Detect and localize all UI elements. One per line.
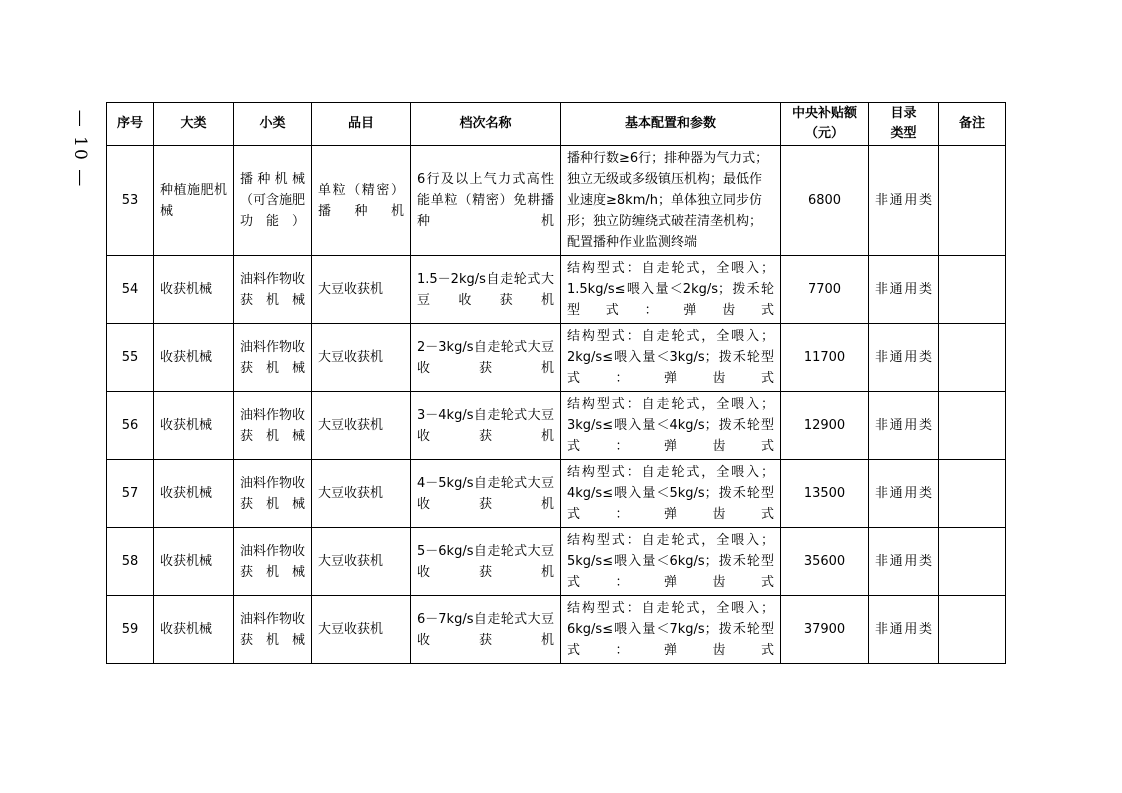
cell-item: 大豆收获机: [312, 460, 411, 528]
cell-params: 结构型式：自走轮式，全喂入；4kg/s≤喂入量＜5kg/s；拨禾轮型式：弹齿式: [561, 460, 781, 528]
cell-remark: [939, 256, 1006, 324]
header-subsidy-line2: （元）: [804, 126, 844, 141]
cell-remark: [939, 392, 1006, 460]
cell-type: 非通用类: [869, 528, 939, 596]
cell-type: 非通用类: [869, 392, 939, 460]
cell-type: 非通用类: [869, 324, 939, 392]
cell-type: 非通用类: [869, 256, 939, 324]
cell-no: 53: [107, 146, 154, 256]
cell-type: 非通用类: [869, 596, 939, 664]
cell-subsidy: 35600: [781, 528, 869, 596]
cell-subcategory: 油料作物收获机械: [234, 392, 312, 460]
cell-category: 收获机械: [154, 324, 234, 392]
cell-subcategory: 油料作物收获机械: [234, 256, 312, 324]
cell-params: 播种行数≥6行；排种器为气力式；独立无级或多级镇压机构；最低作业速度≥8km/h；单体独立同步仿形；独立防缠绕式破茬清垄机构；配置播种作业监测终端: [561, 146, 781, 256]
header-type-line2: 类型: [890, 126, 917, 141]
header-category: 大类: [154, 103, 234, 146]
cell-subcategory: 油料作物收获机械: [234, 528, 312, 596]
cell-remark: [939, 460, 1006, 528]
cell-remark: [939, 596, 1006, 664]
cell-grade: 6－7kg/s自走轮式大豆收获机: [411, 596, 561, 664]
table-row: [107, 596, 1006, 664]
cell-grade: 6行及以上气力式高性能单粒（精密）免耕播种机: [411, 146, 561, 256]
cell-subsidy: 11700: [781, 324, 869, 392]
cell-category: 收获机械: [154, 392, 234, 460]
cell-params: 结构型式：自走轮式，全喂入；3kg/s≤喂入量＜4kg/s；拨禾轮型式：弹齿式: [561, 392, 781, 460]
cell-remark: [939, 528, 1006, 596]
header-type-line1: 目录: [890, 106, 917, 121]
cell-item: 大豆收获机: [312, 528, 411, 596]
cell-grade: 4－5kg/s自走轮式大豆收获机: [411, 460, 561, 528]
cell-grade: 3－4kg/s自走轮式大豆收获机: [411, 392, 561, 460]
cell-subcategory: 播种机械（可含施肥功能）: [234, 146, 312, 256]
cell-no: 58: [107, 528, 154, 596]
cell-item: 大豆收获机: [312, 596, 411, 664]
cell-subcategory: 油料作物收获机械: [234, 460, 312, 528]
header-item: 品目: [312, 103, 411, 146]
cell-item: 大豆收获机: [312, 324, 411, 392]
cell-subsidy: 12900: [781, 392, 869, 460]
cell-grade: 5－6kg/s自走轮式大豆收获机: [411, 528, 561, 596]
cell-no: 55: [107, 324, 154, 392]
cell-params: 结构型式：自走轮式，全喂入；5kg/s≤喂入量＜6kg/s；拨禾轮型式：弹齿式: [561, 528, 781, 596]
table-row: [107, 256, 1006, 324]
cell-no: 54: [107, 256, 154, 324]
cell-item: 单粒（精密）播种机: [312, 146, 411, 256]
cell-params: 结构型式：自走轮式，全喂入；1.5kg/s≤喂入量＜2kg/s；拨禾轮型式：弹齿式: [561, 256, 781, 324]
cell-subsidy: 7700: [781, 256, 869, 324]
header-params: 基本配置和参数: [561, 103, 781, 146]
header-type: [869, 103, 939, 146]
cell-subcategory: 油料作物收获机械: [234, 324, 312, 392]
table-row: [107, 392, 1006, 460]
cell-category: 种植施肥机械: [154, 146, 234, 256]
cell-subsidy: 37900: [781, 596, 869, 664]
cell-no: 59: [107, 596, 154, 664]
cell-item: 大豆收获机: [312, 392, 411, 460]
cell-no: 57: [107, 460, 154, 528]
cell-params: 结构型式：自走轮式，全喂入；6kg/s≤喂入量＜7kg/s；拨禾轮型式：弹齿式: [561, 596, 781, 664]
cell-item: 大豆收获机: [312, 256, 411, 324]
cell-category: 收获机械: [154, 256, 234, 324]
cell-subsidy: 13500: [781, 460, 869, 528]
page-number: [68, 104, 92, 194]
header-remark: 备注: [939, 103, 1006, 146]
cell-no: 56: [107, 392, 154, 460]
cell-category: 收获机械: [154, 596, 234, 664]
cell-remark: [939, 146, 1006, 256]
table-row: [107, 324, 1006, 392]
header-subcategory: 小类: [234, 103, 312, 146]
header-subsidy: [781, 103, 869, 146]
cell-grade: 2－3kg/s自走轮式大豆收获机: [411, 324, 561, 392]
cell-type: 非通用类: [869, 460, 939, 528]
cell-params: 结构型式：自走轮式，全喂入；2kg/s≤喂入量＜3kg/s；拨禾轮型式：弹齿式: [561, 324, 781, 392]
subsidy-table: [106, 102, 1006, 664]
table-row: [107, 460, 1006, 528]
header-subsidy-line1: 中央补贴额: [791, 106, 857, 121]
cell-category: 收获机械: [154, 460, 234, 528]
table-row: [107, 146, 1006, 256]
page-number-text: — 10 —: [70, 109, 91, 189]
table-header-row: [107, 103, 1006, 146]
cell-subsidy: 6800: [781, 146, 869, 256]
table-row: [107, 528, 1006, 596]
header-grade: 档次名称: [411, 103, 561, 146]
header-no: 序号: [107, 103, 154, 146]
cell-category: 收获机械: [154, 528, 234, 596]
cell-subcategory: 油料作物收获机械: [234, 596, 312, 664]
cell-remark: [939, 324, 1006, 392]
cell-type: 非通用类: [869, 146, 939, 256]
cell-grade: 1.5－2kg/s自走轮式大豆收获机: [411, 256, 561, 324]
